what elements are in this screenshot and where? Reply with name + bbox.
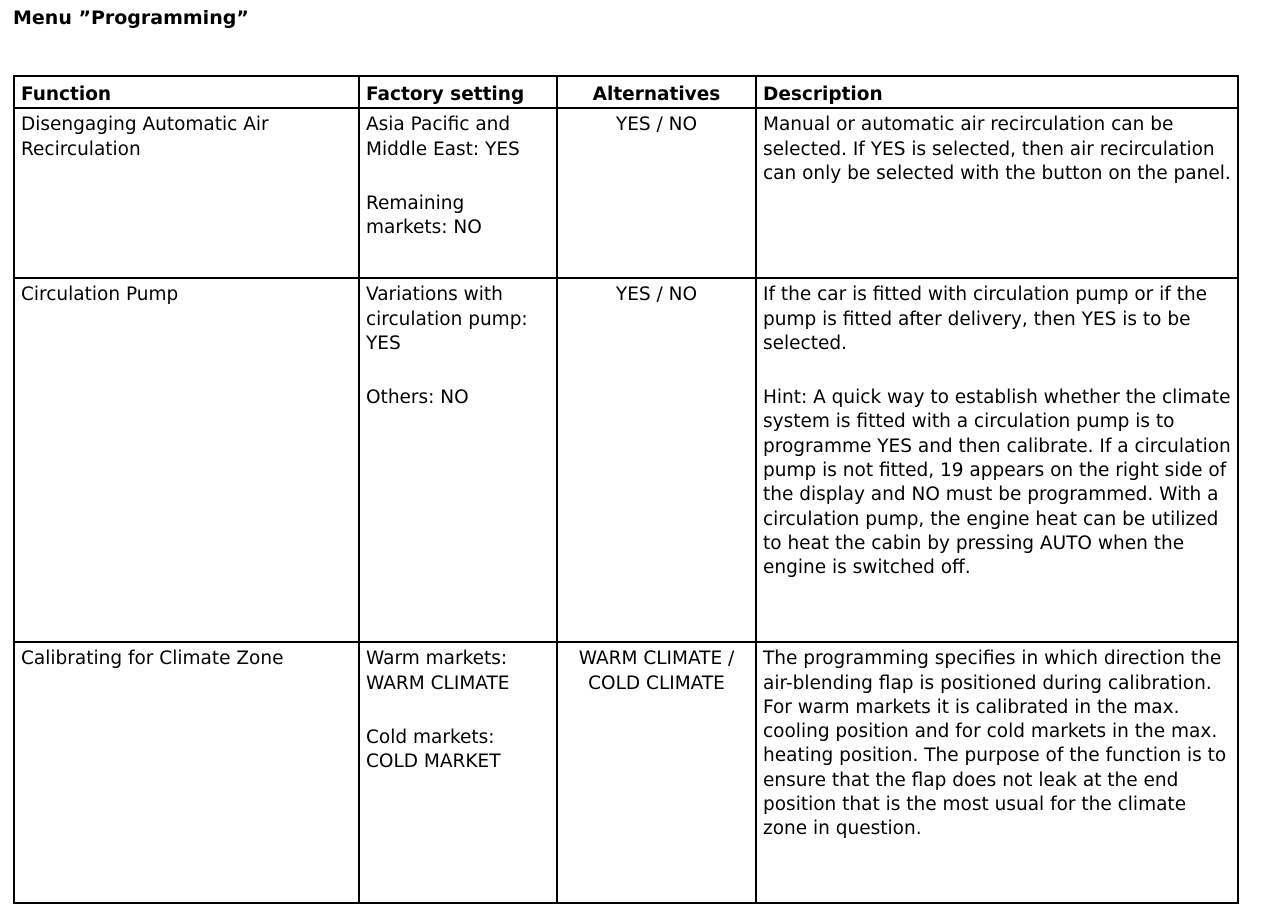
factory-setting-text: Warm markets: WARM CLIMATE bbox=[366, 648, 510, 694]
factory-setting-text: Others: NO bbox=[366, 387, 469, 409]
table-row bbox=[14, 108, 1238, 278]
alternatives-cell: YES / NO bbox=[557, 278, 756, 642]
description-cell bbox=[756, 108, 1238, 278]
factory-setting-cell bbox=[359, 108, 557, 278]
description-hint-text: Hint: A quick way to establish whether the climate system is fitted with a circulation pump is to programme YES and then calibrate. If a circulation pump is not fitted, 19 appears on the right side of the display and NO must be programmed. With a circulation pump, the engine heat can be utilized to heat the cabin by pressing AUTO when the engine is switched off. bbox=[763, 387, 1231, 579]
table-row bbox=[14, 278, 1238, 642]
factory-setting-cell bbox=[359, 642, 557, 903]
function-cell: Circulation Pump bbox=[14, 278, 359, 642]
factory-setting-text: Variations with circulation pump: YES bbox=[366, 284, 528, 354]
factory-setting-text: Remaining markets: NO bbox=[366, 192, 482, 239]
page-title: Menu ”Programming” bbox=[13, 7, 249, 29]
alternatives-cell: WARM CLIMATE / COLD CLIMATE bbox=[557, 642, 756, 903]
header-description: Description bbox=[756, 76, 1238, 108]
factory-setting-text: Cold markets: COLD MARKET bbox=[366, 726, 501, 773]
header-alternatives: Alternatives bbox=[557, 76, 756, 108]
function-cell: Disengaging Automatic Air Recirculation bbox=[14, 108, 359, 278]
table-header-row bbox=[14, 76, 1238, 108]
description-text: The programming specifies in which direction the air-blending flap is positioned during calibration. For warm markets it is calibrated in the max. cooling position and for cold markets in the max. heating position. The purpose of the function is to ensure that the flap does not leak at the end position that is the most usual for the climate zone in question. bbox=[763, 648, 1227, 840]
alternatives-cell: YES / NO bbox=[557, 108, 756, 278]
factory-setting-cell bbox=[359, 278, 557, 642]
description-text: Manual or automatic air recirculation can be selected. If YES is selected, then air recirculation can only be selected with the button on the panel. bbox=[763, 114, 1231, 184]
programming-table bbox=[13, 75, 1239, 904]
function-cell: Calibrating for Climate Zone bbox=[14, 642, 359, 903]
factory-setting-text: Asia Pacific and Middle East: YES bbox=[366, 114, 520, 160]
header-function: Function bbox=[14, 76, 359, 108]
description-cell bbox=[756, 642, 1238, 903]
description-cell bbox=[756, 278, 1238, 642]
table-row bbox=[14, 642, 1238, 903]
description-text: If the car is fitted with circulation pump or if the pump is fitted after delivery, then YES is to be selected. bbox=[763, 284, 1208, 354]
header-factory-setting: Factory setting bbox=[359, 76, 557, 108]
